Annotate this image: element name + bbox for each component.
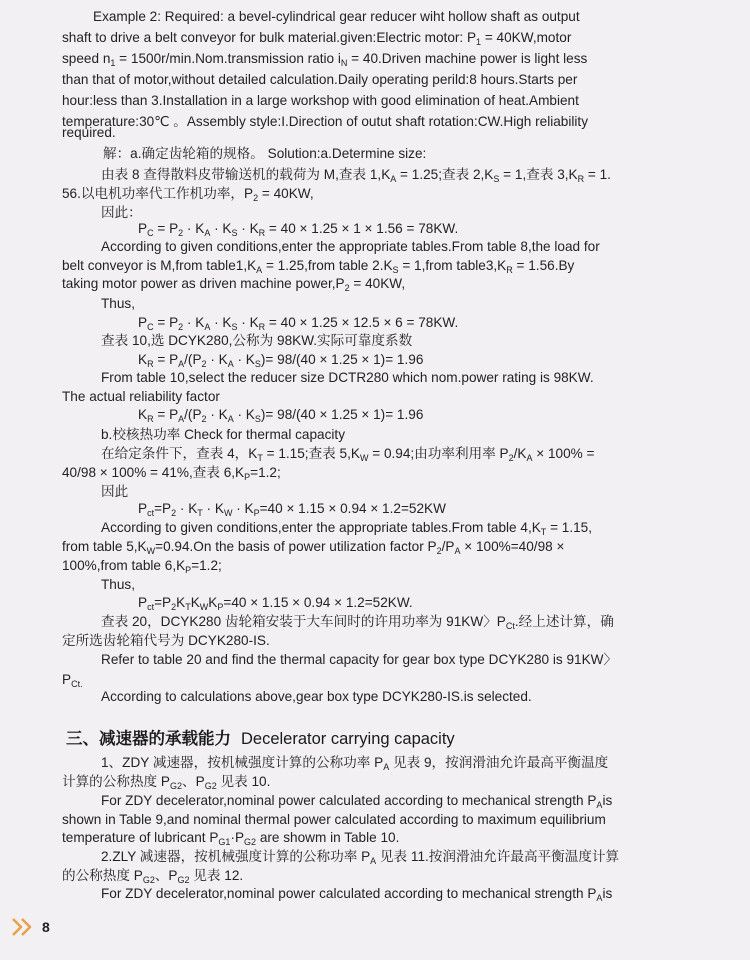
text-line: 1、ZDY 减速器，按机械强度计算的公称功率 $P_A$ 见表 9，按润滑油允许最高平衡温度 [101,755,609,772]
subscript: P [217,602,224,612]
text-line: $P_C = P_2 \cdot K_A \cdot K_S \cdot K_R = 40 \times 1.25 \times 12.5 \times 6 = 78KW$. [138,315,459,332]
subscript: Ct [505,621,515,631]
subscript: R [577,174,585,184]
text-line: Thus, [101,296,135,311]
subscript: ct [147,602,155,612]
subscript: G2 [170,781,183,791]
text-line: hour:less than 3.Installation in a large workshop with good elimination of heat.Ambient [62,93,579,108]
subscript: 1 [110,58,116,68]
text-line: temperature:30℃ 。Assembly style:I.Direction of outut shaft rotation:CW.High reliability [62,114,589,129]
subscript: 2 [508,453,514,463]
text-line: 查表 20，DCYK280 齿轮箱安装于大车间时的许用功率为 91KW〉$P_{Ct}$.经上述计算，确 [101,614,614,631]
subscript: T [257,453,263,463]
text-line: from table $5,K_W=0.94.On$ the basis of power utilization factor $P_2/P_A \times 100\%=40/98$ × [62,539,565,556]
subscript: G1 [218,837,231,847]
subscript: W [199,602,209,612]
text-line: From table 10,select the reducer size DCTR280 which nom.power rating is 98KW. [101,370,594,385]
text-line: For ZDY decelerator,nominal power calculated according to mechanical strength $P_Ais$ [101,793,613,810]
text-line: Refer to table 20 and find the thermal capacity for gear box type DCYK280 is 91KW〉 [101,652,618,667]
subscript: G2 [204,781,217,791]
text-line: b.校核热功率 Check for thermal capacity [101,427,346,442]
subscript: A [204,228,211,238]
subscript: P [244,472,251,482]
subscript: A [454,546,461,556]
subscript: A [204,322,211,332]
subscript: A [256,265,263,275]
subscript: G2 [142,875,155,885]
page-number: 8 [42,919,50,935]
subscript: W [223,508,233,518]
subscript: P [253,508,260,518]
subscript: 2 [178,322,184,332]
subscript: S [254,414,261,424]
text-line: $K_R = P_A/(P_2 \cdot K_A \cdot K_S)= 98/(40 \times 1.25 \times 1)= 1.96$ [138,407,424,424]
subscript: S [254,359,261,369]
subscript: A [596,800,603,810]
text-line: $P_{Ct.}$ [62,672,83,689]
subscript: 2 [171,602,177,612]
text-line: required. [62,125,116,140]
text-line: The actual reliability factor [62,389,220,404]
subscript: A [178,359,185,369]
text-line: 在给定条件下，查表 4，$K_T = 1.15$;查表 $5,K_W = 0.94$;由功率利用率 $P_2/K_A \times 100\%$ = [101,446,595,463]
subscript: W [359,453,369,463]
text-line: According to given conditions,enter the appropriate tables.From table $4,K_T = 1.15$, [101,520,593,537]
subscript: 2 [253,193,259,203]
text-line: 的公称热度 $P_{G2}$、$P_{G2}$ 见表 12. [62,868,244,885]
subscript: R [258,322,266,332]
subscript: A [390,174,397,184]
subscript: 2 [201,414,207,424]
subscript: W [146,546,156,556]
text-line: speed $n_1$ = 1500r/min.Nom.transmission ratio $i_N$ = 40.Driven machine power is light less [62,51,588,68]
subscript: 2 [344,283,350,293]
subscript: 2 [436,546,442,556]
subscript: 1 [476,37,482,47]
text-line: Thus, [101,577,135,592]
text-line: Example 2: Required: a bevel-cylindrical gear reducer wiht hollow shaft as output [93,9,580,24]
text-line: 由表 8 查得散料皮带输送机的载荷为 M,查表 $1,K_A = 1.25$;查表 $2,K_S = 1$,查表 $3,K_R = 1$. [101,167,611,184]
subscript: A [178,414,185,424]
subscript: A [596,893,603,903]
subscript: S [231,228,238,238]
text-line: belt conveyor is M,from $table1,K_A$ = 1.25,from table $2.K_S$ = 1,from $table3,K_R = 1.56.By$ [62,258,575,275]
subscript: 2 [171,508,177,518]
subscript: C [147,322,154,332]
text-line: 计算的公称热度 $P_{G2}$、$P_{G2}$ 见表 10. [62,774,271,791]
subscript: ct [147,508,155,518]
text-line: taking motor power as driven machine $power,P_2 = 40KW$, [62,276,406,293]
text-line: 查表 10,选 DCYK280,公称为 98KW.实际可靠度系数 [101,333,413,348]
subscript: T [185,602,191,612]
subscript: R [258,228,266,238]
text-line: 56.以电机功率代工作机功率，$P_2 = 40KW$, [62,186,314,203]
double-chevron-icon [10,916,38,938]
text-line: 解：a.确定齿轮箱的规格。 Solution:a.Determine size: [103,146,427,161]
subscript: P [185,565,192,575]
text-line: $P_{ct}=P_2K_TK_WK_P=40 \times 1.15 \times 0.94 \times 1.2=52KW$. [138,595,413,612]
subscript: S [392,265,399,275]
subscript: S [493,174,500,184]
text-line: For ZDY decelerator,nominal power calculated according to mechanical strength $P_Ais$ [101,886,613,903]
text-line: $K_R = P_A/(P_2 \cdot K_A \cdot K_S)= 98/(40 \times 1.25 \times 1)= 1.96$ [138,352,424,369]
text-line: According to calculations above,gear box type DCYK280-IS.is selected. [101,689,532,704]
subscript: T [197,508,203,518]
subscript: R [506,265,513,275]
subscript: A [383,762,390,772]
text-line: shown in Table 9,and nominal thermal power calculated according to maximum equilibrium [62,812,606,827]
text-line: $P_{ct}=P_2 \cdot K_T \cdot K_W \cdot K_P=40 \times 1.15 \times 0.94 \times 1.2=52KW$ [138,501,446,518]
subscript: A [526,453,533,463]
subscript: R [147,359,154,369]
text-line: According to given conditions,enter the appropriate tables.From table 8,the load for [101,239,600,254]
section-heading [66,728,455,750]
text-line: shaft to drive a belt conveyor for bulk material.given:Electric motor: $P_1$ = 40KW,motor [62,30,572,47]
text-line: than that of motor,without detailed calculation.Daily operating perild:8 hours.Starts per [62,72,578,87]
subscript: 2 [201,359,207,369]
subscript: S [231,322,238,332]
text-line: $P_C = P_2 \cdot K_A \cdot K_S \cdot K_R = 40 \times 1.25 \times 1 \times 1.56 = 78KW$. [138,221,459,238]
subscript: N [340,58,348,68]
text-line: 因此 [101,484,129,499]
subscript: C [147,228,154,238]
subscript: A [227,359,234,369]
text-line: 因此： [101,205,142,220]
subscript: Ct. [71,679,83,689]
subscript: A [227,414,234,424]
text-line: temperature of lubricant $P_{G1}\cdot P_{G2}$ are showm in Table 10. [62,830,400,847]
text-line: 2.ZLY 减速器，按机械强度计算的公称功率 $P_A$ 见表 11.按润滑油允许最高平衡温度计算 [101,849,620,866]
section-heading-english: Decelerator carrying capacity [241,730,455,748]
text-line: 定所选齿轮箱代号为 DCYK280-IS. [62,633,270,648]
text-line: 100%,from table $6,K_P=1.2$; [62,558,222,575]
subscript: T [540,527,547,537]
subscript: A [370,856,377,866]
subscript: 2 [178,228,184,238]
subscript: G2 [244,837,257,847]
section-heading-chinese: 三、减速器的承载能力 [66,730,231,748]
text-line: 40/98 × 100% = 41%,查表 $6,K_P=1.2$; [62,465,281,482]
subscript: R [147,414,154,424]
subscript: G2 [177,875,190,885]
